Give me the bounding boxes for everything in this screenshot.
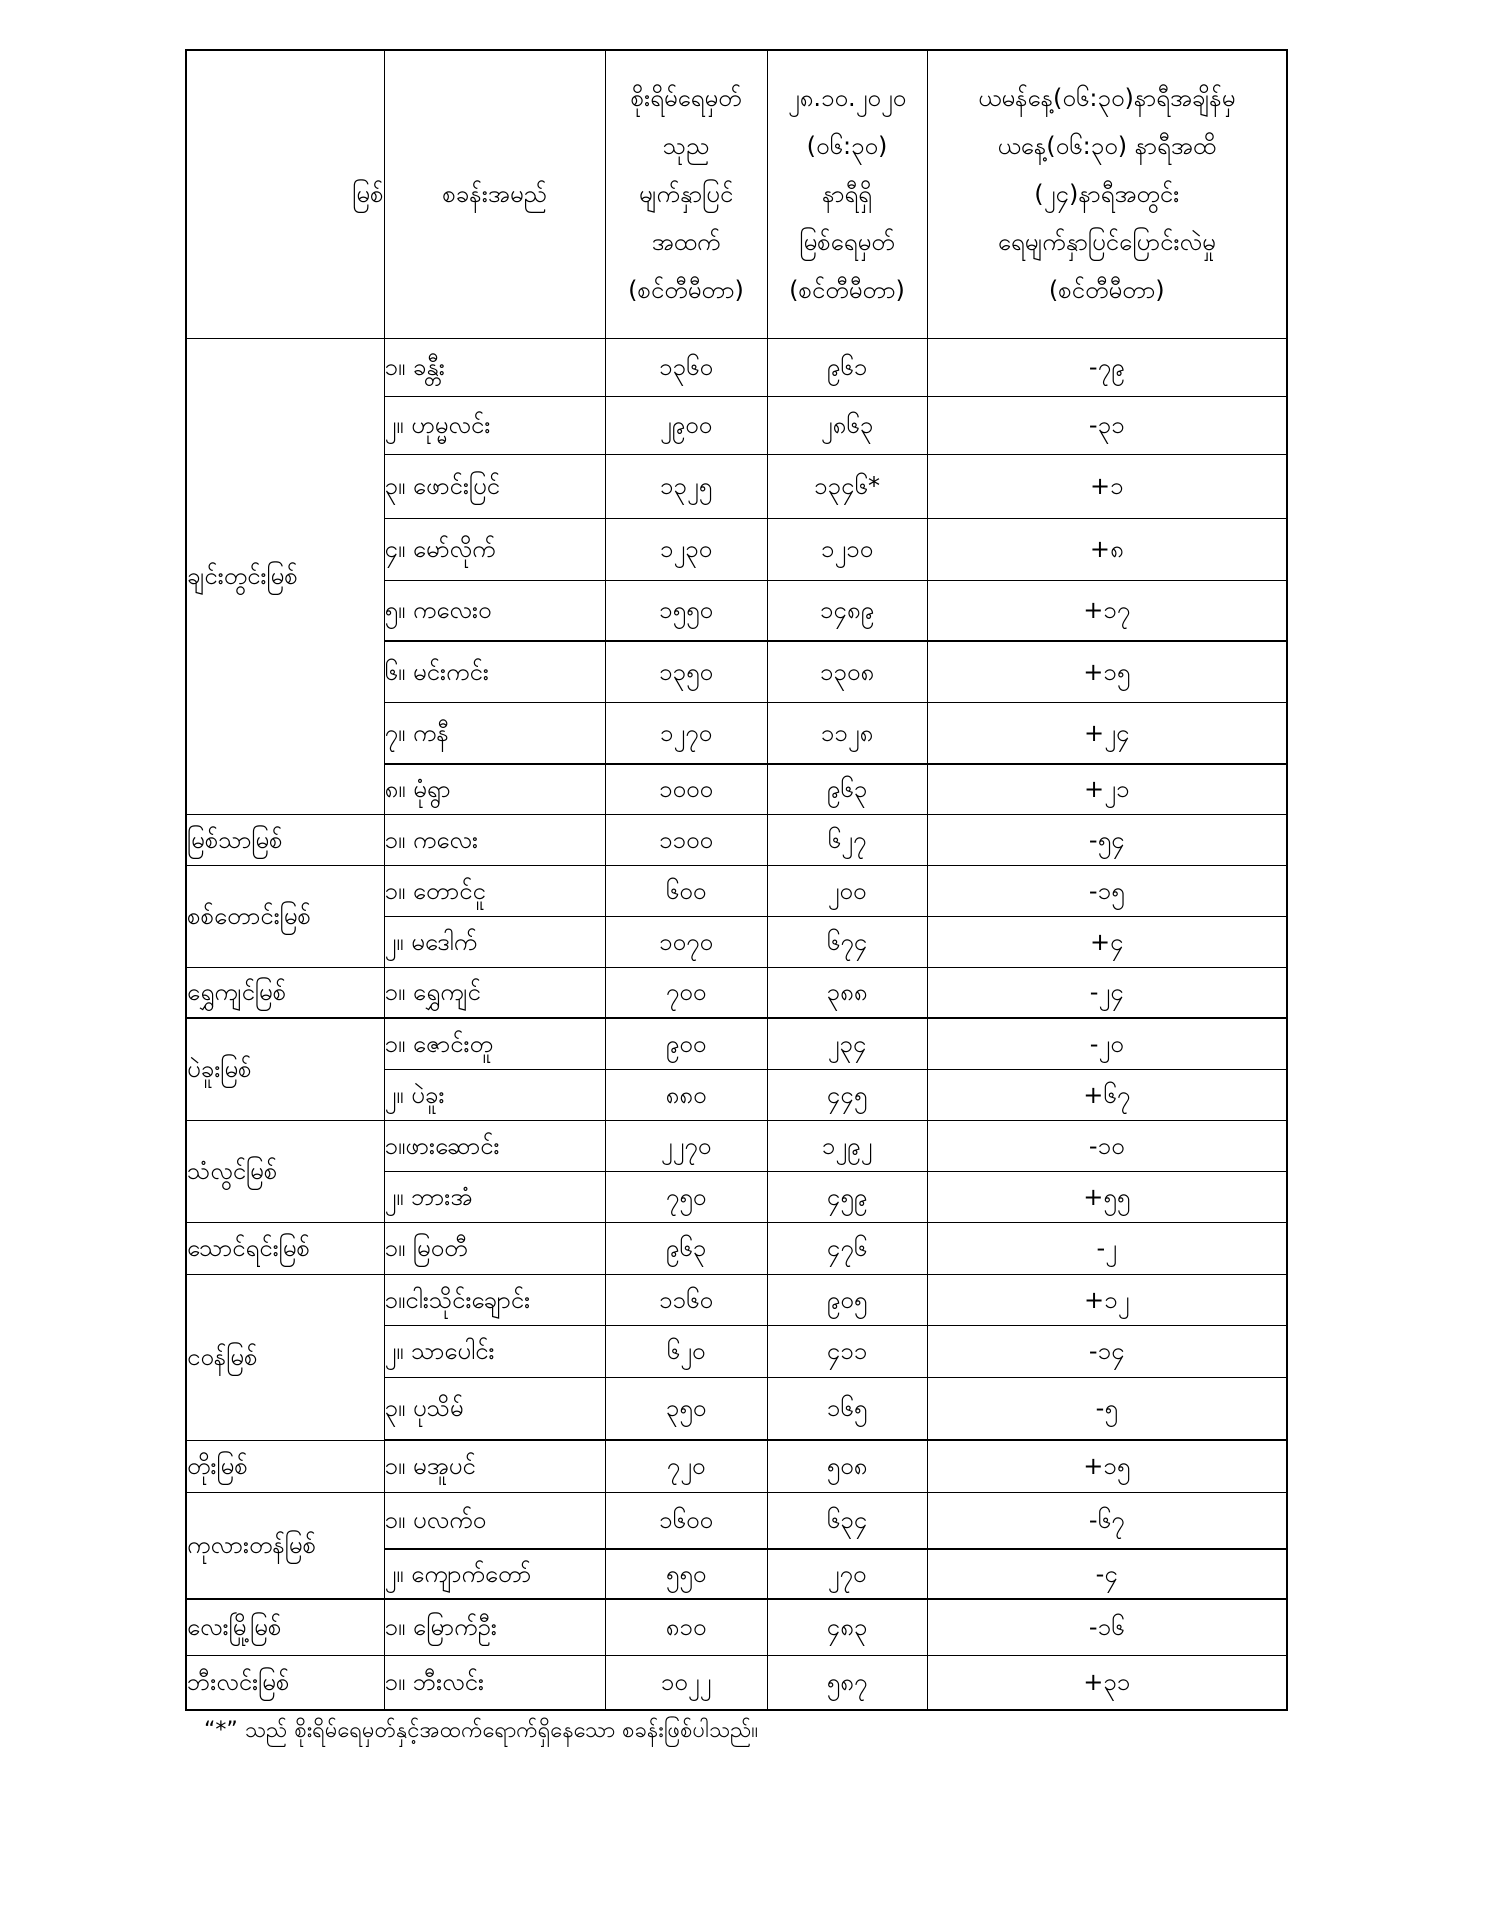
river-name: သောင်ရင်းမြစ် (186, 1222, 384, 1274)
station-name: ၂။ ဘားအံ (384, 1171, 605, 1222)
water-level-value: ၉၀၅ (767, 1274, 927, 1325)
change-value: -၂ (927, 1222, 1287, 1274)
change-value: -၁၅ (927, 865, 1287, 916)
water-level-value: ၁၃၀၈ (767, 641, 927, 702)
water-level-value: ၂၀၀ (767, 865, 927, 916)
change-value: +၁၅ (927, 641, 1287, 702)
table-row (186, 865, 1287, 916)
danger-level-value: ၅၅၀ (605, 1549, 767, 1599)
station-name: ၁။ မြဝတီ (384, 1222, 605, 1274)
water-level-value: ၁၆၅ (767, 1377, 927, 1440)
danger-level-value: ၆၀၀ (605, 865, 767, 916)
header-line: အထက် (651, 228, 721, 257)
water-level-value: ၆၇၄ (767, 916, 927, 967)
water-level-value: ၄၁၁ (767, 1325, 927, 1377)
danger-level-value: ၆၂၀ (605, 1325, 767, 1377)
station-name: ၁။ ခန္တီး (384, 338, 605, 396)
river-name: စစ်တောင်းမြစ် (186, 865, 384, 967)
change-value: -၂၀ (927, 1018, 1287, 1069)
danger-level-value: ၁၅၅၀ (605, 580, 767, 641)
header-line: နာရီရှိ (822, 180, 872, 209)
change-value: -၂၄ (927, 967, 1287, 1018)
water-level-value: ၄၇၆ (767, 1222, 927, 1274)
header-line: (စင်တီမီတာ) (628, 276, 744, 305)
water-level-value: ၁၃၄၆* (767, 454, 927, 518)
danger-level-value: ၇၂၀ (605, 1440, 767, 1492)
station-name: ၁။ ဇောင်းတူ (384, 1018, 605, 1069)
danger-level-value: ၉၆၃ (605, 1222, 767, 1274)
water-level-value: ၂၈၆၃ (767, 396, 927, 454)
header-line: မျက်နှာပြင် (638, 180, 734, 209)
river-name: သံလွင်မြစ် (186, 1120, 384, 1222)
header-river: မြစ် (186, 50, 384, 338)
river-name: လေးမြို့မြစ် (186, 1599, 384, 1655)
header-line: ယနေ့(၀၆:၃၀) နာရီအထိ (997, 132, 1216, 161)
station-name: ၄။ မော်လိုက် (384, 518, 605, 580)
station-name: ၃။ ပုသိမ် (384, 1377, 605, 1440)
danger-level-value: ၈၁၀ (605, 1599, 767, 1655)
station-name: ၂။ မဒေါက် (384, 916, 605, 967)
danger-level-value: ၉၀၀ (605, 1018, 767, 1069)
header-line: ယမန်နေ့(၀၆:၃၀)နာရီအချိန်မှ (978, 84, 1236, 113)
water-level-value: ၄၈၃ (767, 1599, 927, 1655)
river-level-table (185, 49, 1288, 1711)
water-level-value: ၄၄၅ (767, 1069, 927, 1120)
station-name: ၆။ မင်းကင်း (384, 641, 605, 702)
change-value: +၂၄ (927, 702, 1287, 764)
station-name: ၁။ ရွှေကျင် (384, 967, 605, 1018)
station-name: ၁။ ဘီးလင်း (384, 1655, 605, 1710)
change-value: +၃၁ (927, 1655, 1287, 1710)
change-value: +၄ (927, 916, 1287, 967)
danger-level-value: ၁၃၅၀ (605, 641, 767, 702)
station-name: ၂။ ကျောက်တော် (384, 1549, 605, 1599)
table-row (186, 1655, 1287, 1710)
table-row (186, 1599, 1287, 1655)
change-value: -၁၆ (927, 1599, 1287, 1655)
water-level-value: ၄၅၉ (767, 1171, 927, 1222)
river-name: ချင်းတွင်းမြစ် (186, 338, 384, 814)
river-name: တိုးမြစ် (186, 1440, 384, 1492)
change-value: +၈ (927, 518, 1287, 580)
danger-level-value: ၁၁၆၀ (605, 1274, 767, 1325)
change-value: -၃၁ (927, 396, 1287, 454)
change-value: -၆၇ (927, 1492, 1287, 1549)
river-name: ငဝန်မြစ် (186, 1274, 384, 1440)
table-row (186, 1440, 1287, 1492)
water-level-value: ၂၇၀ (767, 1549, 927, 1599)
header-24h-change (927, 50, 1287, 338)
station-name: ၂။ ပဲခူး (384, 1069, 605, 1120)
station-name: ၁။ ပလက်ဝ (384, 1492, 605, 1549)
change-value: -၁၀ (927, 1120, 1287, 1171)
station-name: ၁။ငါးသိုင်းချောင်း (384, 1274, 605, 1325)
table-row (186, 1222, 1287, 1274)
station-name: ၁။ မြောက်ဦး (384, 1599, 605, 1655)
danger-level-value: ၁၀၇၀ (605, 916, 767, 967)
danger-level-value: ၁၂၇၀ (605, 702, 767, 764)
station-name: ၁။ ကလေး (384, 814, 605, 865)
water-level-value: ၅၀၈ (767, 1440, 927, 1492)
header-line: (စင်တီမီတာ) (789, 276, 905, 305)
change-value: -၄ (927, 1549, 1287, 1599)
header-line: ရေမျက်နှာပြင်ပြောင်းလဲမှု (997, 228, 1216, 257)
header-line: ၂၈.၁၀.၂၀၂၀ (787, 84, 907, 113)
table-row (186, 338, 1287, 396)
river-name: ပဲခူးမြစ် (186, 1018, 384, 1120)
station-name: ၈။ မုံရွာ (384, 764, 605, 814)
river-name: ကုလားတန်မြစ် (186, 1492, 384, 1599)
header-row (186, 50, 1287, 338)
table-row (186, 1018, 1287, 1069)
change-value: +၅၅ (927, 1171, 1287, 1222)
footnote: “*” သည် စိုးရိမ်ရေမှတ်နှင့်အထက်ရောက်ရှိနေသော စခန်းဖြစ်ပါသည်။ (204, 1718, 759, 1743)
danger-level-value: ၁၃၂၅ (605, 454, 767, 518)
change-value: +၆၇ (927, 1069, 1287, 1120)
water-level-value: ၁၄၈၉ (767, 580, 927, 641)
water-level-value: ၁၂၁၀ (767, 518, 927, 580)
header-line: (၂၄)နာရီအတွင်း (1034, 180, 1180, 209)
change-value: +၁ (927, 454, 1287, 518)
danger-level-value: ၁၂၃၀ (605, 518, 767, 580)
station-name: ၁။ တောင်ငူ (384, 865, 605, 916)
water-level-value: ၅၈၇ (767, 1655, 927, 1710)
table-row (186, 1274, 1287, 1325)
table-row (186, 967, 1287, 1018)
header-line: စိုးရိမ်ရေမှတ် (630, 84, 742, 113)
danger-level-value: ၁၀၀၀ (605, 764, 767, 814)
station-name: ၂။ သာပေါင်း (384, 1325, 605, 1377)
station-name: ၂။ ဟုမ္မလင်း (384, 396, 605, 454)
change-value: +၂၁ (927, 764, 1287, 814)
station-name: ၅။ ကလေးဝ (384, 580, 605, 641)
change-value: -၇၉ (927, 338, 1287, 396)
header-water-level (767, 50, 927, 338)
station-name: ၁။ မအူပင် (384, 1440, 605, 1492)
table-row (186, 1492, 1287, 1549)
danger-level-value: ၇၅၀ (605, 1171, 767, 1222)
danger-level-value: ၃၅၀ (605, 1377, 767, 1440)
water-level-value: ၁၁၂၈ (767, 702, 927, 764)
danger-level-value: ၁၀၂၂ (605, 1655, 767, 1710)
water-level-value: ၃၈၈ (767, 967, 927, 1018)
table-row (186, 814, 1287, 865)
header-line: သုည (662, 132, 710, 161)
header-line: (၀၆:၃၀) (806, 132, 888, 161)
change-value: -၅၄ (927, 814, 1287, 865)
water-level-value: ၁၂၉၂ (767, 1120, 927, 1171)
header-line: (စင်တီမီတာ) (1048, 276, 1165, 305)
danger-level-value: ၈၈၀ (605, 1069, 767, 1120)
station-name: ၁။ဖားဆောင်း (384, 1120, 605, 1171)
danger-level-value: ၇၀၀ (605, 967, 767, 1018)
header-station: စခန်းအမည် (384, 50, 605, 338)
water-level-value: ၆၂၇ (767, 814, 927, 865)
water-level-value: ၆၃၄ (767, 1492, 927, 1549)
water-level-value: ၂၃၄ (767, 1018, 927, 1069)
water-level-value: ၉၆၁ (767, 338, 927, 396)
change-value: +၁၇ (927, 580, 1287, 641)
header-danger-level (605, 50, 767, 338)
danger-level-value: ၁၃၆၀ (605, 338, 767, 396)
header-line: မြစ်ရေမှတ် (799, 228, 895, 257)
danger-level-value: ၂၂၇၀ (605, 1120, 767, 1171)
change-value: -၅ (927, 1377, 1287, 1440)
change-value: +၁၅ (927, 1440, 1287, 1492)
danger-level-value: ၁၆၀၀ (605, 1492, 767, 1549)
table-row (186, 1120, 1287, 1171)
river-name: ဘီးလင်းမြစ် (186, 1655, 384, 1710)
water-level-value: ၉၆၃ (767, 764, 927, 814)
station-name: ၃။ ဖောင်းပြင် (384, 454, 605, 518)
change-value: -၁၄ (927, 1325, 1287, 1377)
danger-level-value: ၂၉၀၀ (605, 396, 767, 454)
river-name: ရွှေကျင်မြစ် (186, 967, 384, 1018)
change-value: +၁၂ (927, 1274, 1287, 1325)
river-name: မြစ်သာမြစ် (186, 814, 384, 865)
station-name: ၇။ ကနီ (384, 702, 605, 764)
danger-level-value: ၁၁၀၀ (605, 814, 767, 865)
